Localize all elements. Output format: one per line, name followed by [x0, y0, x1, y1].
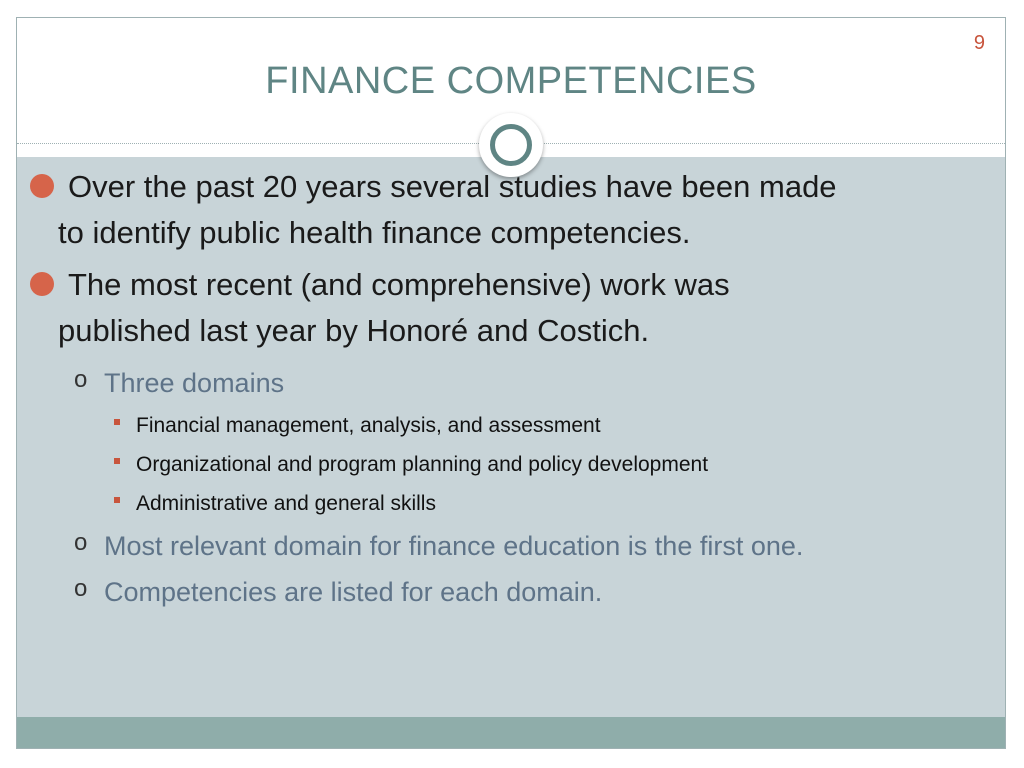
bullet-item	[28, 164, 978, 256]
domain-text: Organizational and program planning and policy development	[136, 453, 709, 476]
slide-content	[28, 164, 978, 615]
sub-bullet-domains	[28, 360, 978, 406]
domain-item	[28, 445, 978, 484]
bullet-item	[28, 262, 978, 354]
bullet-text-line2: published last year by Honoré and Costich.	[58, 313, 650, 348]
square-bullet-icon	[114, 458, 120, 464]
sub-bullet-text: Three domains	[104, 368, 285, 398]
footer-band	[17, 717, 1005, 749]
domain-item	[28, 484, 978, 523]
square-bullet-icon	[114, 419, 120, 425]
domain-item	[28, 406, 978, 445]
slide-title: FINANCE COMPETENCIES	[265, 60, 757, 102]
bullet-text-line1: Over the past 20 years several studies have been made	[68, 169, 837, 204]
circle-bullet-icon: o	[74, 575, 88, 602]
sub-bullet-listed	[28, 569, 978, 615]
slide-number: 9	[973, 32, 985, 54]
ring-icon	[490, 124, 532, 166]
domain-text: Financial management, analysis, and assessment	[136, 414, 601, 437]
circle-bullet-icon: o	[74, 366, 88, 393]
sub-bullet-relevant	[28, 523, 978, 569]
bullet-text-line2: to identify public health finance competencies.	[58, 215, 691, 250]
bullet-text-line1: The most recent (and comprehensive) work was	[68, 267, 730, 302]
domain-text: Administrative and general skills	[136, 492, 436, 515]
sub-bullet-text: Most relevant domain for finance education is the first one.	[104, 531, 804, 561]
square-bullet-icon	[114, 497, 120, 503]
sub-bullet-text: Competencies are listed for each domain.	[104, 577, 603, 607]
circle-bullet-icon: o	[74, 529, 88, 556]
bullet-dot-icon	[30, 272, 54, 296]
bullet-dot-icon	[30, 174, 54, 198]
